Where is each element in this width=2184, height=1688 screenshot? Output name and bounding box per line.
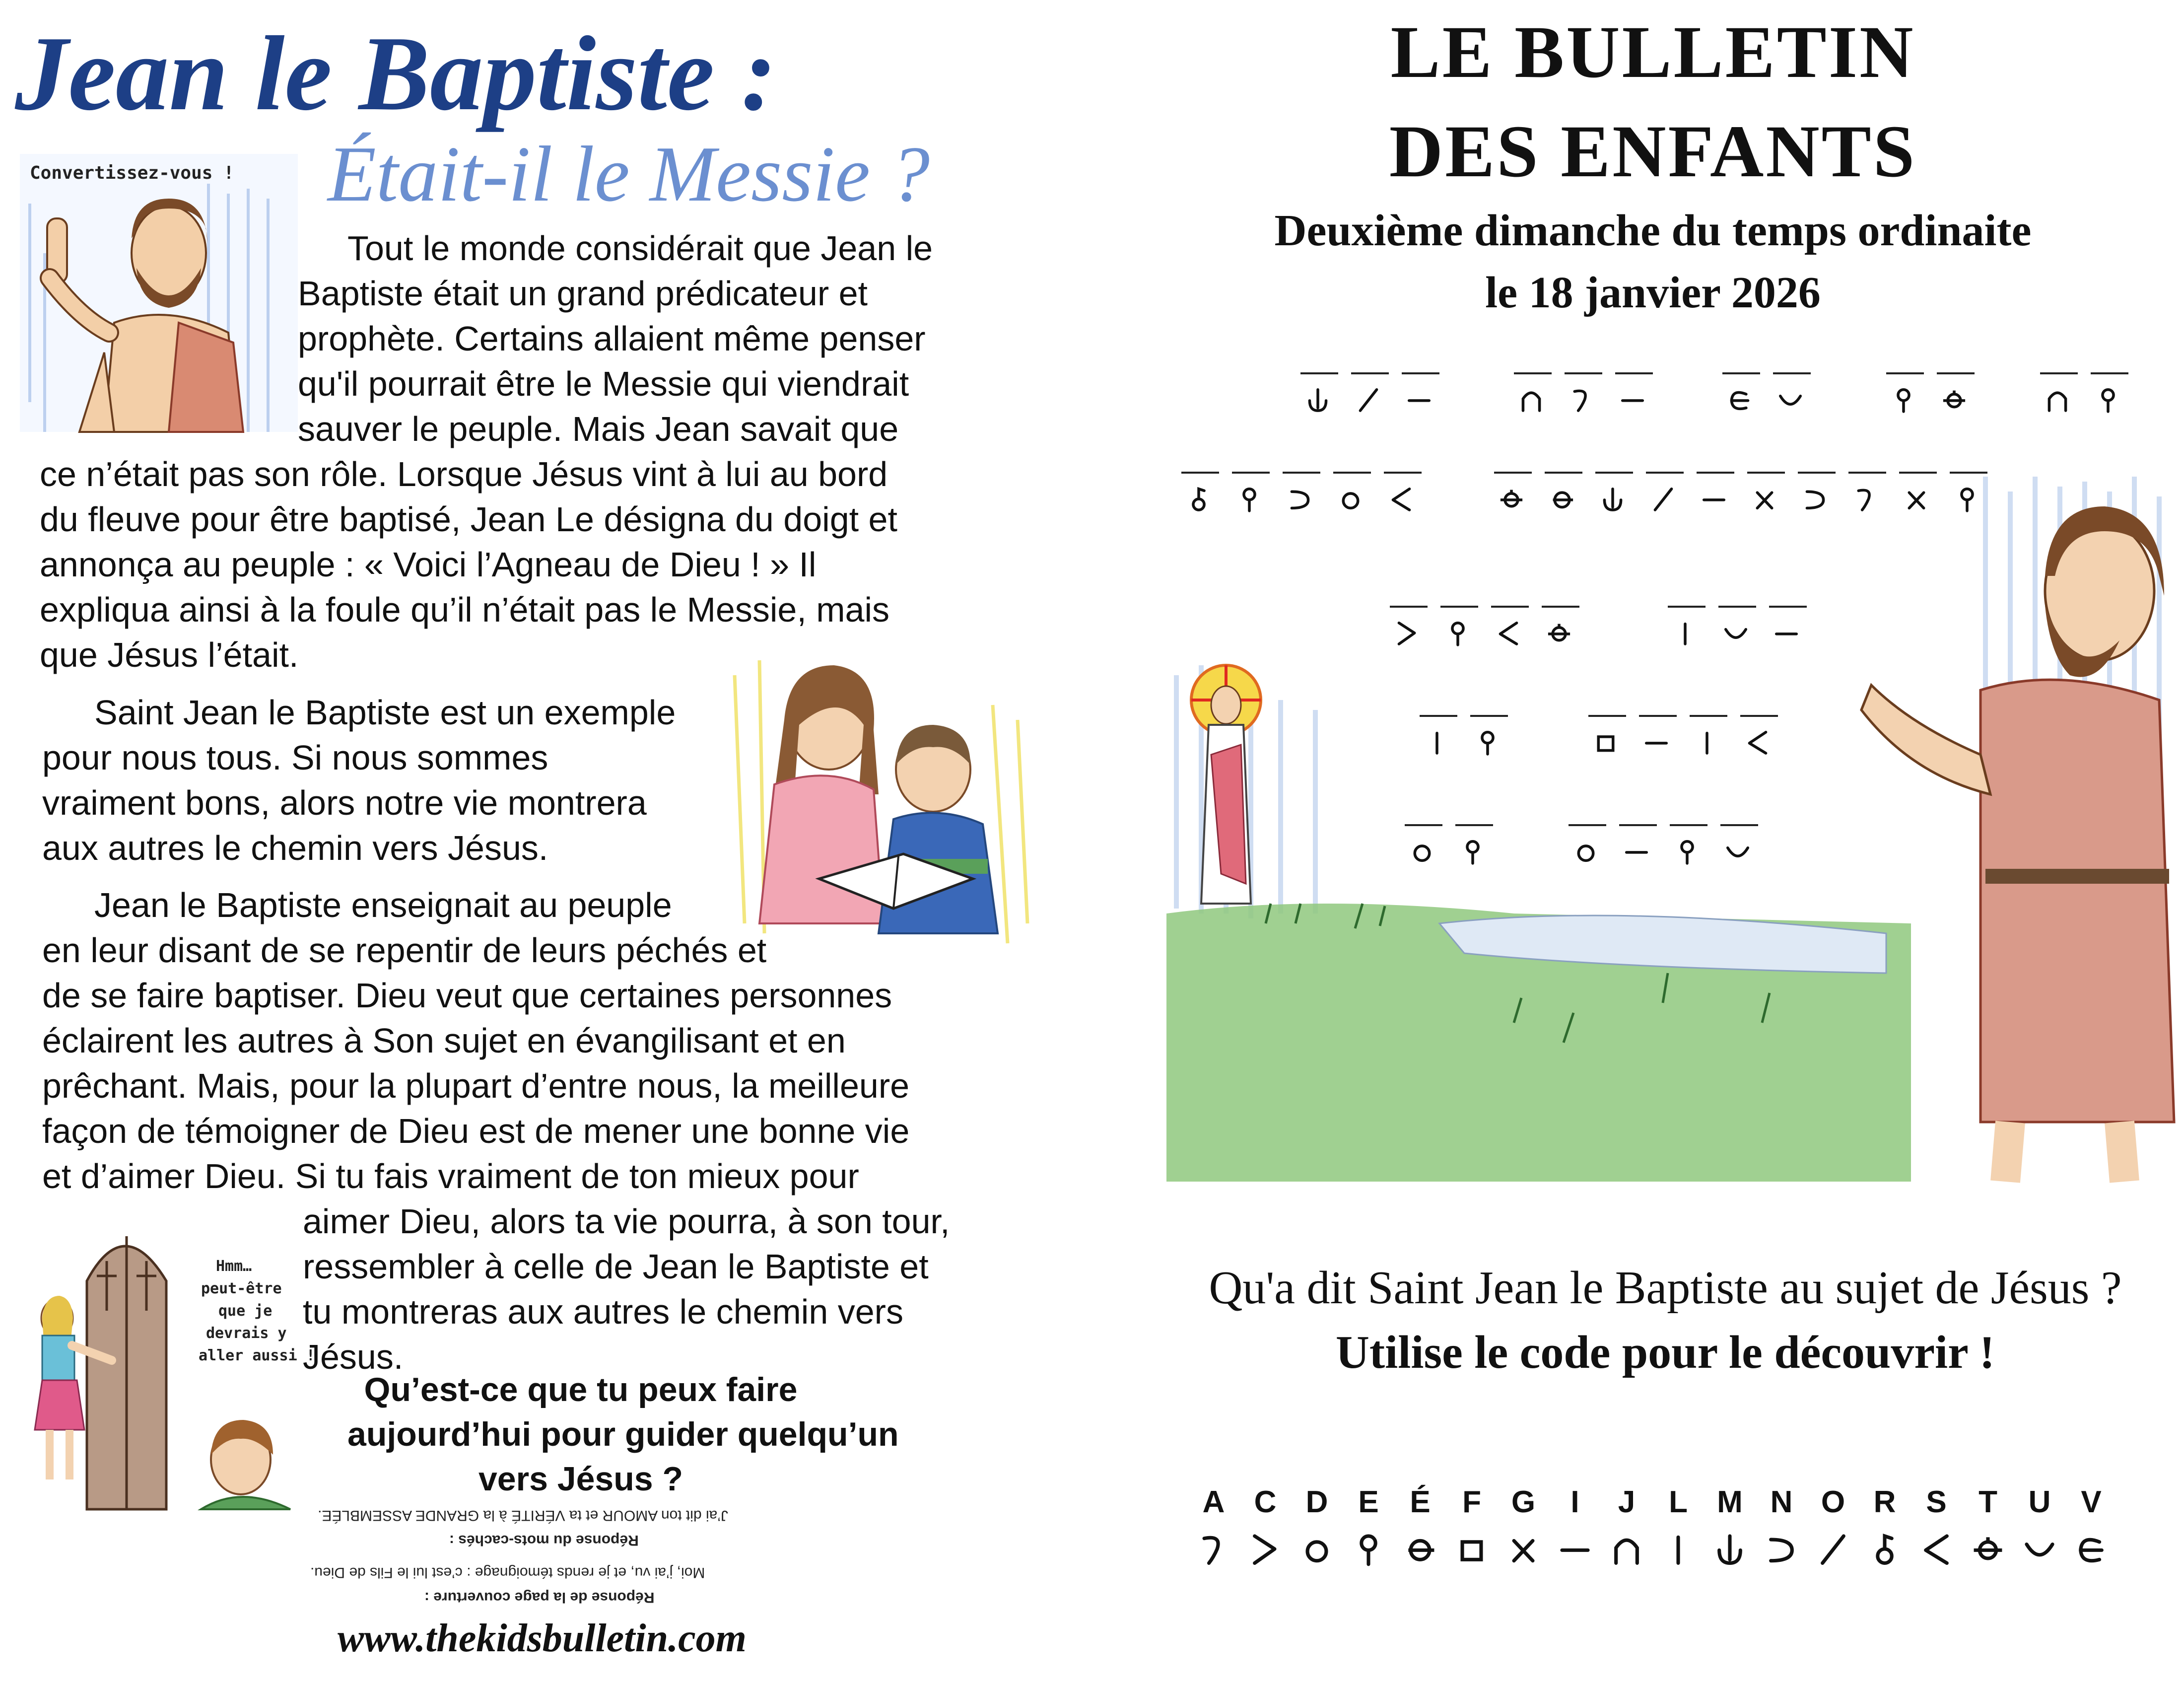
bulletin-date: le 18 janvier 2026 bbox=[1485, 268, 1821, 317]
cipher-blank[interactable] bbox=[1545, 472, 1582, 474]
text-line: façon de témoigner de Dieu est de mener une bonne vie bbox=[42, 1112, 910, 1150]
text-line: et d’aimer Dieu. Si tu fais vraiment de ton mieux pour bbox=[42, 1157, 859, 1196]
cipher-blank[interactable] bbox=[1455, 824, 1493, 826]
cipher-symbol-icon bbox=[1494, 482, 1529, 516]
cipher-blank[interactable] bbox=[1494, 472, 1532, 474]
key-letter: I bbox=[1570, 1485, 1579, 1519]
key-letter: D bbox=[1305, 1485, 1328, 1519]
cipher-symbol-icon bbox=[1384, 482, 1419, 516]
cipher-symbol-icon bbox=[1722, 382, 1757, 417]
text-line: Baptiste était un grand prédicateur et bbox=[298, 274, 868, 313]
cipher-symbol-icon bbox=[1351, 382, 1386, 417]
cipher-blank[interactable] bbox=[1402, 372, 1439, 374]
key-letter: A bbox=[1202, 1485, 1225, 1519]
key-symbol-icon bbox=[1656, 1527, 1701, 1571]
cipher-blank[interactable] bbox=[1848, 472, 1886, 474]
cipher-blank[interactable] bbox=[1773, 372, 1811, 374]
cipher-blank[interactable] bbox=[1798, 472, 1836, 474]
cipher-symbol-icon bbox=[1405, 834, 1439, 869]
key-letter: F bbox=[1462, 1485, 1481, 1519]
text-line: aux autres le chemin vers Jésus. bbox=[42, 829, 548, 867]
cipher-blank[interactable] bbox=[1405, 824, 1442, 826]
cipher-symbol-icon bbox=[1588, 725, 1623, 760]
key-symbol-icon bbox=[1604, 1527, 1649, 1571]
cipher-blank[interactable] bbox=[1300, 372, 1338, 374]
cipher-symbol-icon bbox=[1455, 834, 1490, 869]
key-letter: N bbox=[1770, 1485, 1793, 1519]
cipher-symbol-icon bbox=[1720, 834, 1755, 869]
boy-speech-line: peut-être bbox=[201, 1280, 282, 1297]
cipher-symbol-icon bbox=[1181, 482, 1216, 516]
key-letter: V bbox=[2081, 1485, 2102, 1519]
cipher-symbol-icon bbox=[1690, 725, 1724, 760]
text-line: annonça au peuple : « Voici l’Agneau de Dieu ! » Il bbox=[40, 545, 817, 584]
key-symbol-icon bbox=[1966, 1527, 2010, 1571]
key-letter: T bbox=[1979, 1485, 1997, 1519]
cipher-symbol-icon bbox=[1470, 725, 1505, 760]
john-speech-text: Convertissez-vous ! bbox=[30, 163, 234, 183]
cipher-symbol-icon bbox=[1886, 382, 1921, 417]
cipher-blank[interactable] bbox=[1646, 472, 1684, 474]
key-letter: R bbox=[1873, 1485, 1896, 1519]
cipher-symbol-icon bbox=[1937, 382, 1972, 417]
cipher-blank[interactable] bbox=[1690, 715, 1727, 717]
cipher-blank[interactable] bbox=[1440, 606, 1478, 608]
cipher-symbol-icon bbox=[1646, 482, 1681, 516]
text-line: du fleuve pour être baptisé, Jean Le désigna du doigt et bbox=[40, 500, 897, 539]
cipher-blank[interactable] bbox=[1697, 472, 1734, 474]
page-title: Jean le Baptiste : bbox=[15, 14, 777, 133]
cipher-blank[interactable] bbox=[1333, 472, 1371, 474]
cipher-blank[interactable] bbox=[1491, 606, 1529, 608]
cipher-symbol-icon bbox=[1718, 616, 1753, 650]
key-symbol-icon bbox=[1759, 1527, 1804, 1571]
river-scene-illustration bbox=[1166, 477, 2184, 1182]
church-door-illustration bbox=[22, 1211, 315, 1509]
cipher-symbol-icon bbox=[1390, 616, 1425, 650]
key-symbol-icon bbox=[1346, 1527, 1391, 1571]
key-symbol-icon bbox=[1501, 1527, 1546, 1571]
cipher-blank[interactable] bbox=[1718, 606, 1756, 608]
text-line: en leur disant de se repentir de leurs péchés et bbox=[42, 931, 767, 970]
key-letter: S bbox=[1926, 1485, 1947, 1519]
text-line: vraiment bons, alors notre vie montrera bbox=[42, 783, 647, 822]
cipher-symbol-icon bbox=[1300, 382, 1335, 417]
puzzle-question: Qu'a dit Saint Jean le Baptiste au sujet de Jésus ? bbox=[1209, 1262, 2122, 1314]
cipher-symbol-icon bbox=[2040, 382, 2075, 417]
boy-speech-line: que je bbox=[218, 1302, 273, 1320]
key-letter: M bbox=[1717, 1485, 1743, 1519]
cipher-symbol-icon bbox=[1440, 616, 1475, 650]
wordsearch-answer-title: Réponse du mots-cachés : bbox=[449, 1532, 639, 1548]
cipher-symbol-icon bbox=[1639, 725, 1674, 760]
cipher-blank[interactable] bbox=[1542, 606, 1579, 608]
cover-answer-title: Réponse de la page couverture : bbox=[424, 1589, 655, 1606]
key-letter: L bbox=[1669, 1485, 1688, 1519]
cipher-symbol-icon bbox=[1514, 382, 1549, 417]
cipher-symbol-icon bbox=[1491, 616, 1526, 650]
wordsearch-answer: J’ai dit ton AMOUR et ta VÉRITÉ à la GRANDE ASSEMBLÉE. bbox=[318, 1507, 728, 1524]
cipher-blank[interactable] bbox=[1420, 715, 1457, 717]
website-link[interactable]: www.thekidsbulletin.com bbox=[338, 1617, 747, 1660]
cipher-blank[interactable] bbox=[1937, 372, 1975, 374]
cipher-symbol-icon bbox=[1697, 482, 1731, 516]
key-symbol-icon bbox=[1398, 1527, 1442, 1571]
cipher-symbol-icon bbox=[1899, 482, 1934, 516]
john-baptist-illustration bbox=[20, 154, 298, 432]
text-line: Jean le Baptiste enseignait au peuple bbox=[94, 886, 672, 924]
cipher-blank[interactable] bbox=[1670, 824, 1707, 826]
cipher-symbol-icon bbox=[1420, 725, 1454, 760]
cipher-blank[interactable] bbox=[1639, 715, 1677, 717]
cipher-blank[interactable] bbox=[2040, 372, 2078, 374]
boy-speech-line: devrais y bbox=[206, 1325, 287, 1342]
text-line: Tout le monde considérait que Jean le bbox=[347, 229, 933, 268]
key-letter: C bbox=[1254, 1485, 1277, 1519]
key-letter: O bbox=[1821, 1485, 1845, 1519]
bulletin-title-line: LE BULLETIN bbox=[1390, 11, 1915, 93]
cipher-blank[interactable] bbox=[1886, 372, 1924, 374]
key-symbol-icon bbox=[2069, 1527, 2114, 1571]
boy-speech-line: aller aussi ! bbox=[199, 1347, 315, 1364]
cipher-symbol-icon bbox=[1615, 382, 1650, 417]
cipher-blank[interactable] bbox=[1351, 372, 1389, 374]
cipher-blank[interactable] bbox=[1470, 715, 1508, 717]
cipher-symbol-icon bbox=[1333, 482, 1368, 516]
text-line: expliqua ainsi à la foule qu’il n’était pas le Messie, mais bbox=[40, 590, 890, 629]
cipher-blank[interactable] bbox=[1619, 824, 1657, 826]
key-symbol-icon bbox=[1914, 1527, 1959, 1571]
text-line: qu'il pourrait être le Messie qui viendrait bbox=[298, 364, 909, 403]
text-line: aimer Dieu, alors ta vie pourra, à son tour, bbox=[303, 1202, 950, 1241]
cover-answer: Moi, j’ai vu, et je rends témoignage : c’est lui le Fils de Dieu. bbox=[310, 1564, 705, 1581]
text-line: ressembler à celle de Jean le Baptiste et bbox=[303, 1247, 929, 1286]
cipher-blank[interactable] bbox=[1668, 606, 1706, 608]
cipher-symbol-icon bbox=[1670, 834, 1705, 869]
bulletin-title-line: DES ENFANTS bbox=[1389, 110, 1917, 193]
cipher-symbol-icon bbox=[1402, 382, 1436, 417]
cipher-blank[interactable] bbox=[1740, 715, 1778, 717]
text-line: pour nous tous. Si nous sommes bbox=[42, 738, 548, 777]
cipher-blank[interactable] bbox=[1747, 472, 1785, 474]
cipher-symbol-icon bbox=[1565, 382, 1599, 417]
key-symbol-icon bbox=[1862, 1527, 1907, 1571]
cipher-blank[interactable] bbox=[1283, 472, 1320, 474]
cipher-blank[interactable] bbox=[1181, 472, 1219, 474]
text-line: prêchant. Mais, pour la plupart d’entre nous, la meilleure bbox=[42, 1066, 910, 1105]
cipher-symbol-icon bbox=[1798, 482, 1833, 516]
key-symbol-icon bbox=[1449, 1527, 1494, 1571]
cipher-blank[interactable] bbox=[1565, 372, 1602, 374]
text-line: que Jésus l’était. bbox=[40, 635, 299, 674]
cipher-symbol-icon bbox=[1619, 834, 1654, 869]
cipher-blank[interactable] bbox=[1615, 372, 1653, 374]
page-subtitle: Était-il le Messie ? bbox=[328, 130, 930, 218]
cipher-blank[interactable] bbox=[1950, 472, 1987, 474]
puzzle-instruction: Utilise le code pour le découvrir ! bbox=[1336, 1327, 1995, 1378]
cipher-symbol-icon bbox=[1283, 482, 1317, 516]
cipher-symbol-icon bbox=[1232, 482, 1267, 516]
key-symbol-icon bbox=[1295, 1527, 1339, 1571]
question-line: aujourd’hui pour guider quelqu’un bbox=[347, 1415, 899, 1453]
key-symbol-icon bbox=[1243, 1527, 1288, 1571]
cipher-symbol-icon bbox=[1950, 482, 1984, 516]
cipher-blank[interactable] bbox=[1722, 372, 1760, 374]
key-letter: J bbox=[1618, 1485, 1636, 1519]
cipher-blank[interactable] bbox=[1595, 472, 1633, 474]
cipher-blank[interactable] bbox=[1232, 472, 1270, 474]
cipher-blank[interactable] bbox=[1569, 824, 1606, 826]
cipher-symbol-icon bbox=[1569, 834, 1603, 869]
key-symbol-icon bbox=[1191, 1527, 1236, 1571]
cipher-symbol-icon bbox=[1545, 482, 1579, 516]
cipher-blank[interactable] bbox=[2091, 372, 2128, 374]
cipher-symbol-icon bbox=[1740, 725, 1775, 760]
cipher-symbol-icon bbox=[1848, 482, 1883, 516]
cipher-symbol-icon bbox=[1595, 482, 1630, 516]
text-line: Jésus. bbox=[303, 1337, 404, 1376]
cipher-blank[interactable] bbox=[1514, 372, 1552, 374]
cipher-symbol-icon bbox=[1747, 482, 1782, 516]
key-letter: E bbox=[1358, 1485, 1379, 1519]
cipher-symbol-icon bbox=[2091, 382, 2125, 417]
cipher-blank[interactable] bbox=[1720, 824, 1758, 826]
cipher-blank[interactable] bbox=[1769, 606, 1807, 608]
cipher-blank[interactable] bbox=[1390, 606, 1428, 608]
text-line: éclairent les autres à Son sujet en évangilisant et en bbox=[42, 1021, 846, 1060]
key-letter: G bbox=[1511, 1485, 1536, 1519]
key-letter: U bbox=[2028, 1485, 2051, 1519]
text-line: tu montreras aux autres le chemin vers bbox=[303, 1292, 903, 1331]
key-symbol-icon bbox=[1707, 1527, 1752, 1571]
children-reading-illustration bbox=[715, 645, 1037, 943]
question-line: Qu’est-ce que tu peux faire bbox=[364, 1371, 798, 1408]
cipher-symbol-icon bbox=[1773, 382, 1808, 417]
key-letter: É bbox=[1410, 1485, 1431, 1519]
cipher-blank[interactable] bbox=[1588, 715, 1626, 717]
question-line: vers Jésus ? bbox=[478, 1460, 683, 1498]
text-line: sauver le peuple. Mais Jean savait que bbox=[298, 410, 899, 448]
key-symbol-icon bbox=[2017, 1527, 2062, 1571]
text-line: de se faire baptiser. Dieu veut que certaines personnes bbox=[42, 976, 892, 1015]
boy-speech-line: Hmm… bbox=[216, 1258, 252, 1275]
cipher-blank[interactable] bbox=[1384, 472, 1422, 474]
key-symbol-icon bbox=[1553, 1527, 1597, 1571]
cipher-blank[interactable] bbox=[1899, 472, 1937, 474]
cipher-symbol-icon bbox=[1542, 616, 1576, 650]
text-line: Saint Jean le Baptiste est un exemple bbox=[94, 693, 676, 732]
cipher-symbol-icon bbox=[1668, 616, 1703, 650]
bulletin-subtitle: Deuxième dimanche du temps ordinaite bbox=[1274, 206, 2032, 255]
text-line: ce n’était pas son rôle. Lorsque Jésus vint à lui au bord bbox=[40, 455, 888, 493]
text-line: prophète. Certains allaient même penser bbox=[298, 319, 926, 358]
key-symbol-icon bbox=[1811, 1527, 1855, 1571]
cipher-symbol-icon bbox=[1769, 616, 1804, 650]
